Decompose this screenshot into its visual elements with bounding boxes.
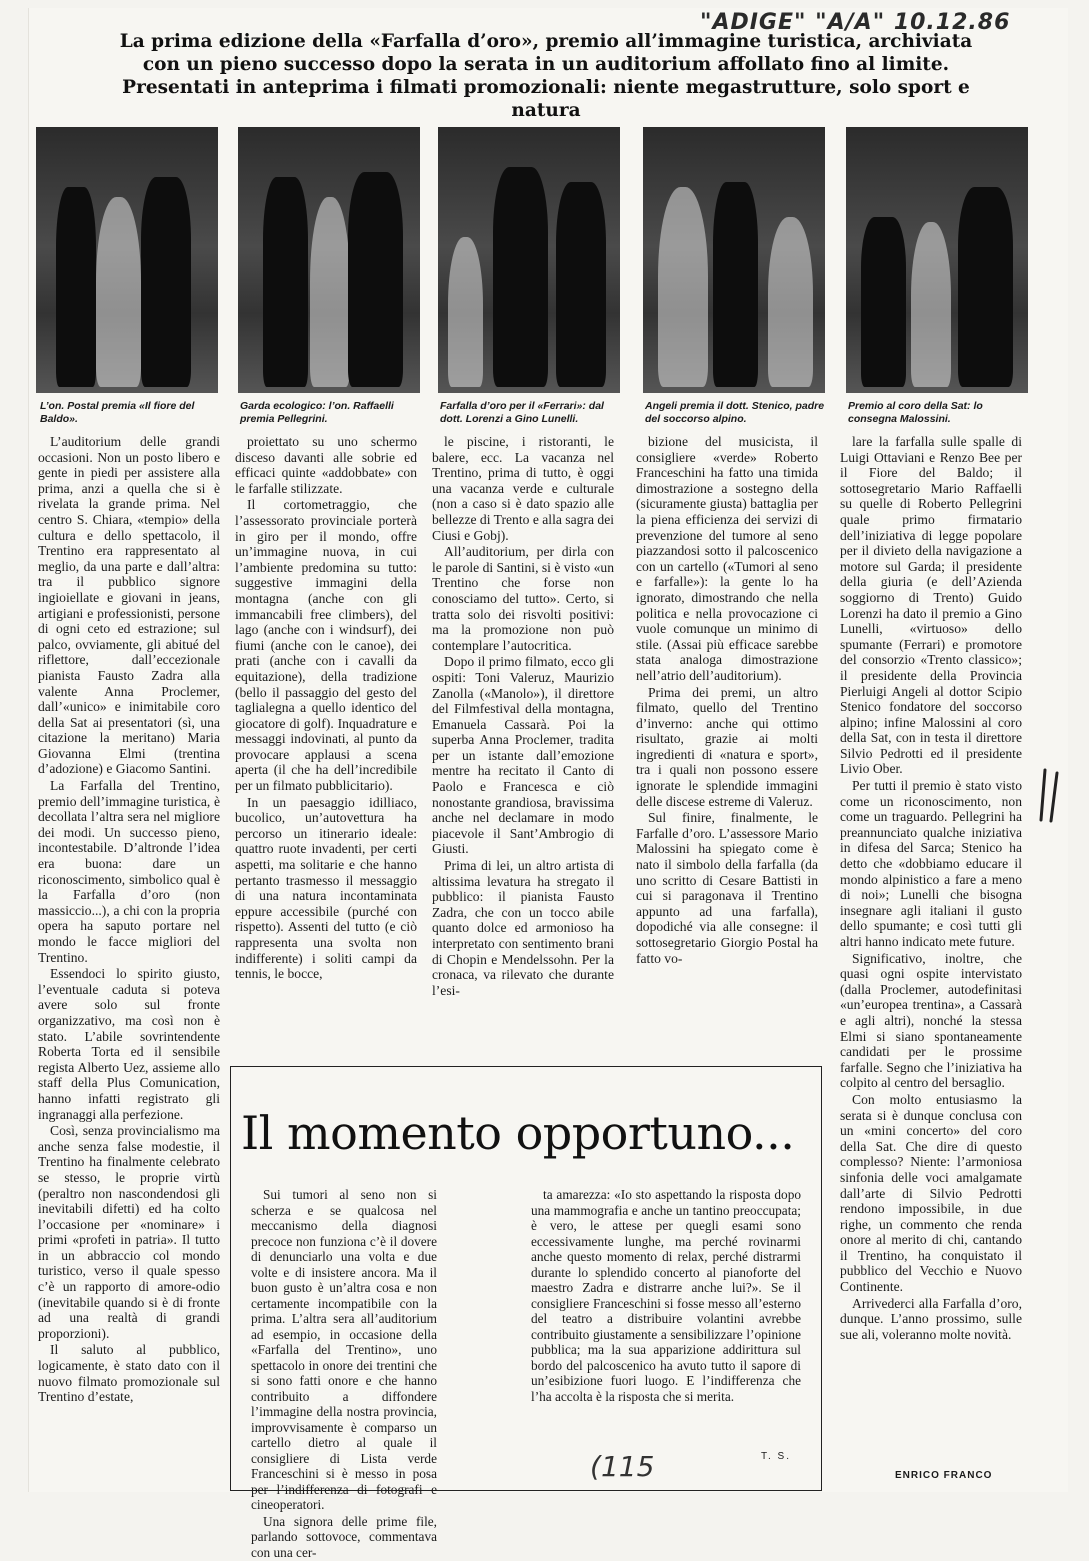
paragraph: bizione del musicista, il consigliere «verde» Roberto Franceschini ha fatto una timida dimostrazione a sostegno della (sicuramente giusta) battaglia per la piena efficienza dei servizi di prevenzione del tumore al seno piazzandosi sotto il palcoscenico con un cartello («Tumori al seno e farfalle»): la gente lo ha ignorato, dimostrando che nella politica e nella provocazione ci vuole comunque un minimo di stile. (Assai più efficace sarebbe stata analoga dimostrazione nell’atrio dell’auditorium). bbox=[636, 434, 818, 683]
photo-caption: Angeli premia il dott. Stenico, padre del soccorso alpino. bbox=[645, 400, 825, 425]
photo-caption: Garda ecologico: l’on. Raffaelli premia Pellegrini. bbox=[240, 400, 394, 425]
handwritten-mark-icon bbox=[1035, 765, 1065, 825]
paragraph: La Farfalla del Trentino, premio dell’immagine turistica, è decollata l’altra sera nel migliore dei modi. Un successo pieno, incontestabile. D’altronde l’idea era buona: dare un riconoscimento, simbolico qual è la Farfalla d’oro (non massiccio...), a chi con la propria opera ha saputo portare nel mondo le facce migliori del Trentino. bbox=[38, 778, 220, 965]
headline-line: con un pieno successo dopo la serata in un auditorium affollato fino al limite. bbox=[142, 54, 950, 75]
paragraph: le piscine, i ristoranti, le balere, ecc. La vacanza nel Trentino, prima di tutto, è oggi una vacanza verde e culturale (non a caso si è dato spazio alle bellezze di Trento e alla sagra dei Ciusi e Gobj). bbox=[432, 434, 614, 543]
paragraph: All’auditorium, per dirla con le parole di Santini, si è visto «un Trentino che forse non conosciamo del tutto». Certo, si tratta solo dei risvolti positivi: ma la promozione non può contemplare l’autocritica. bbox=[432, 544, 614, 653]
paragraph: Prima dei premi, un altro filmato, quello del Trentino d’inverno: anche qui ottimo risultato, grazie ai molti ingredienti di «natura e sport», tra i quali non possono essere ignorate le splendide immagini delle discese estreme di Valeruz. bbox=[636, 684, 818, 809]
paragraph: proiettato su uno schermo disceso davanti alle sobrie ed efficaci quinte «addobbate» con le farfalle stilizzate. bbox=[235, 434, 417, 496]
handwritten-source-note: "ADIGE" "A/A" 10.12.86 bbox=[700, 10, 1011, 35]
paragraph: Dopo il primo filmato, ecco gli ospiti: Toni Valeruz, Maurizio Zanolla («Manolo»), il direttore del Filmfestival della montagna, Emanuela Cassarà. Poi la superba Anna Proclemer, tradita per un istante dall’emozione mentre ha recitato il Canto di Paolo e Francesca e ciò nonostante grandiosa, bravissima anche nel declamare in modo piacevole il Sant’Ambrogio di Giusti. bbox=[432, 654, 614, 857]
paragraph: Prima di lei, un altro artista di altissima levatura ha stregato il pubblico: il pianista Fausto Zadra, che con un tocco abile quanto dolce ed armonioso ha interpretato con sentimento brani di Chopin e Mendelssohn. Per la cronaca, va rilevato che durante l’esi- bbox=[432, 858, 614, 998]
article-column-5 bbox=[840, 434, 1022, 1474]
photo-award-2 bbox=[238, 127, 420, 393]
sidebar-title: Il momento opportuno... bbox=[241, 1106, 795, 1160]
article-column-2 bbox=[235, 434, 417, 1054]
paragraph: Significativo, inoltre, che quasi ogni ospite intervistato (dalla Proclemer, autodefinitasi «un’europea trentina», a Cassarà e agli altri), nonché la stessa Elmi si siano spontaneamente candidati per le prossime farfalle. Segno che l’iniziativa ha colpito al centro del bersaglio. bbox=[840, 950, 1022, 1091]
byline: ENRICO FRANCO bbox=[895, 1470, 993, 1481]
article-column-3 bbox=[432, 434, 614, 1054]
sidebar-column-1 bbox=[251, 1187, 437, 1561]
sidebar-column-2 bbox=[531, 1187, 801, 1405]
paragraph: lare la farfalla sulle spalle di Luigi Ottaviani e Renzo Bee per il Fiore del Baldo; il sottosegretario Mario Raffaelli su quelle di Roberto Pellegrini quale primo firmatario dell’iniziativa di legge popolare per il divieto della navigazione a motore sul Garda; il presidente della giuria (e dell’Azienda soggiorno di Trento) Guido Lorenzi ha dato il premio a Gino Lunelli, «virtuoso» dello spumante (Ferrari) e promotore del consorzio «Trento classico»; il presidente della Provincia Pierluigi Angeli al dottor Scipio Stenico fondatore del soccorso alpino; infine Malossini al coro della Sat, con in testa il direttore Silvio Pedrotti ed il presidente Livio Ober. bbox=[840, 434, 1022, 777]
paragraph: Il saluto al pubblico, logicamente, è stato dato con il nuovo filmato promozionale sul Trentino d’estate, bbox=[38, 1342, 220, 1405]
photo-strip bbox=[36, 127, 1036, 397]
paragraph: L’auditorium delle grandi occasioni. Non un posto libero e gente in piedi per assistere alla prima, anzi a quella che si è rivelata la grande prima. Nel centro S. Chiara, «tempio» della cultura e dello spettacolo, il Trentino era rappresentato al meglio, da una parte e dall’altra: tra il pubblico signore ingioiellate e giovani in jeans, artigiani e professionisti, persone di ogni ceto ed estrazione; sul palco, ovviamente, gli abitué del riflettore, dall’eccezionale pianista Fausto Zadra alla valente Anna Proclemer, dall’«unico» e inimitabile coro della Sat ai presentatori (sì, una citazione la meritano) Maria Giovanna Elmi (trentina d’adozione) e Giacomo Santini. bbox=[38, 434, 220, 777]
sidebar-initials: T. S. bbox=[760, 1451, 791, 1462]
photo-award-5 bbox=[846, 127, 1028, 393]
sidebar-box bbox=[230, 1066, 822, 1560]
headline bbox=[96, 30, 996, 122]
headline-line: Presentati in anteprima i filmati promozionali: niente megastrutture, solo sport e natura bbox=[122, 77, 970, 121]
article-column-4 bbox=[636, 434, 818, 1054]
paragraph: Per tutti il premio è stato visto come un riconoscimento, non come un traguardo. Pellegrini ha preannunciato qualche iniziativa in difesa del Sarca; Stenico ha detto che «dobbiamo educare il mondo alpinistico a fare a meno di noi»; Lunelli che bisogna insegnare agli italiani il gusto dello spumante; e così tutti gli altri hanno indicato mete future. bbox=[840, 778, 1022, 949]
page-number-value: 115 bbox=[600, 1450, 655, 1483]
paragraph: ta amarezza: «Io sto aspettando la risposta dopo una mammografia e anche un tantino preoccupata; è vero, le attese per quegli esami sono eccessivamente lunghe, ma perché rovinarmi anche questo momento di relax, perché distrarmi durante lo splendido concerto al pianoforte del maestro Zadra e distrarre anche lui?». Se il consigliere Franceschini si fosse messo all’esterno del teatro a distribuire volantini avrebbe contribuito giustamente a sensibilizzare l’opinione pubblica; ma la sua apparizione addirittura sul bordo del palcoscenico ha avuto tutto il sapore di un’esibizione fuori luogo. E l’indifferenza che l’ha accolta è la risposta che si merita. bbox=[531, 1187, 801, 1404]
photo-award-3 bbox=[438, 127, 620, 393]
paragraph: Sui tumori al seno non si scherza e se qualcosa nel meccanismo della diagnosi precoce non funziona c’è il dovere di denunciarlo una volta e due volte e di insistere ancora. Ma il buon gusto è un’altra cosa e non certamente incompatibile con la prima. L’altra sera all’auditorium ad esempio, in occasione della «Farfalla del Trentino», uno spettacolo in onore dei trentini che si sono fatti onore e che hanno contribuito a diffondere l’immagine della nostra provincia, improvvisamente è comparso un cartello dietro al quale il consigliere di Lista verde Franceschini si è messo in posa per l’indifferenza di fotografi e cineoperatori. bbox=[251, 1187, 437, 1512]
headline-line: La prima edizione della «Farfalla d’oro», premio all’immagine turistica, archiviata bbox=[119, 31, 973, 52]
paragraph: Così, senza provincialismo ma anche senza false modestie, il Trentino ha finalmente celebrato se stesso, le proprie virtù (peraltro non nascondendosi gli inevitabili difetti) ed ha colto l’occasione per «nominare» i primi «profeti in patria». Il tutto in un abbraccio col mondo turistico, verso il quale spesso c’è un rapporto di amore-odio (inevitabile quando si è di fronte ad una realtà di grandi proporzioni). bbox=[38, 1123, 220, 1341]
photo-award-4 bbox=[643, 127, 825, 393]
paragraph: In un paesaggio idilliaco, bucolico, un’autovettura ha percorso un itinerario ideale: quattro ruote invadenti, per certi aspetti, ma solitarie e che hanno pertanto trasmesso il messaggio di una natura incontaminata eppure accessibile (purché con rispetto). Assenti del tutto (e ciò rappresenta una svolta non indifferente) i soliti campi da tennis, le bocce, bbox=[235, 794, 417, 982]
photo-caption: L’on. Postal premia «Il fiore del Baldo». bbox=[40, 400, 195, 425]
paragraph: Con molto entusiasmo la serata si è dunque conclusa con un «mini concerto» del coro della Sat. Che dire di questo complesso? Niente: l’armoniosa sinfonia delle voci amalgamate dall’arte di Silvio Pedrotti rendono impossibile, in due righe, un commento che renda onore al merito di chi, cantando il Trentino, ha conquistato il pubblico del Vecchio e Nuovo Continente. bbox=[840, 1091, 1022, 1295]
paragraph: Sul finire, finalmente, le Farfalle d’oro. L’assessore Mario Malossini ha spiegato come è nato il simbolo della farfalla (da uno scritto di Cesare Battisti in cui si paragonava il Trentino appunto ad una farfalla), dopodiché via alle consegne: il sottosegretario Giorgio Postal ha fatto vo- bbox=[636, 810, 818, 966]
article-column-1 bbox=[38, 434, 220, 1474]
paragraph: Arrivederci alla Farfalla d’oro, dunque. L’anno prossimo, sulle sue ali, voleranno molte novità. bbox=[840, 1295, 1022, 1342]
paragraph: Una signora delle prime file, parlando sottovoce, commentava con una cer- bbox=[251, 1513, 437, 1560]
paragraph: Il cortometraggio, che l’assessorato provinciale porterà in giro per il mondo, offre un’immagine nuova, in cui l’ambiente predomina su tutto: suggestive immagini della montagna (anche con gli immancabili free climbers), del lago (anche con i windsurf), dei fiumi (anche con le canoe), dei prati (anche con i cavalli da equitazione), della tradizione (bello il passaggio del gesto del taglialegna a quello identico del giocatore di golf). Inquadrature e messaggi indovinati, al punto da provocare applausi a scena aperta (il che ha dell’incredibile per un filmato pubblicitario). bbox=[235, 497, 417, 794]
photo-caption: Premio al coro della Sat: lo consegna Malossini. bbox=[848, 400, 983, 425]
archive-page-number: (115 bbox=[590, 1450, 655, 1483]
photo-award-1 bbox=[36, 127, 218, 393]
paragraph: Essendoci lo spirito giusto, l’eventuale caduta si poteva avere solo sul fronte organizzativo, ma così non è stato. L’abile sovrintendente Roberta Torta ed il sensibile regista Alberto Uez, assieme allo staff della Plus Comunication, hanno infatti registrato gli ingranaggi alla perfezione. bbox=[38, 966, 220, 1122]
photo-caption: Farfalla d’oro per il «Ferrari»: dal dott. Lorenzi a Gino Lunelli. bbox=[440, 400, 604, 425]
